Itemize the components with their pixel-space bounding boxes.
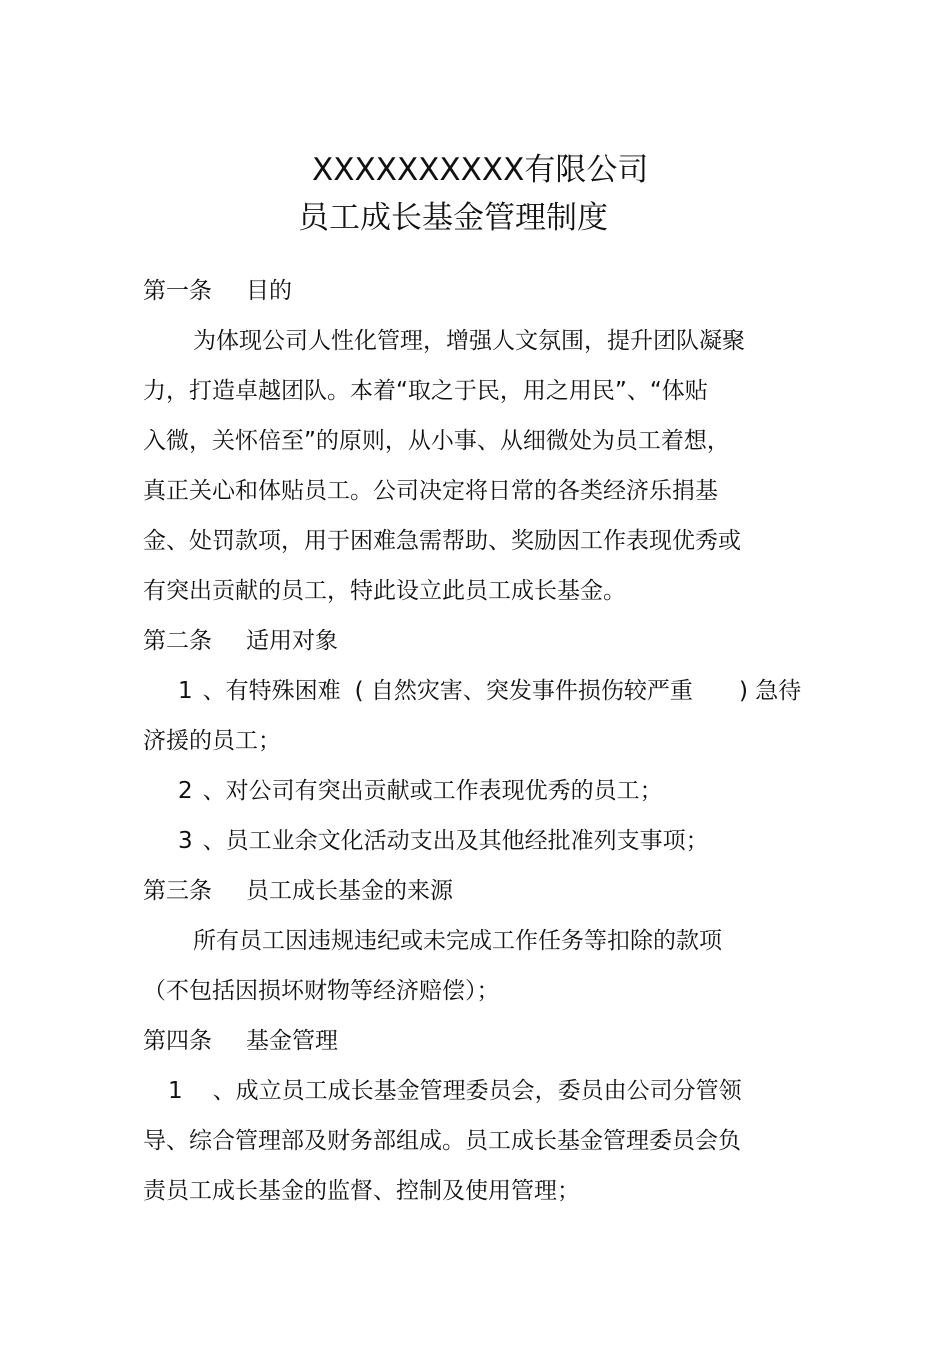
paragraph-line: 为体现公司人性化管理，增强人文氛围，提升团队凝聚 [193,328,745,354]
list-text: 、成立员工成长基金管理委员会，委员由公司分管领 [212,1078,742,1104]
paragraph-line: 入微，关怀倍至”的原则，从小事、从细微处为员工着想， [143,428,730,454]
article-heading-1 [143,276,292,306]
paragraph-line: 导、综合管理部及财务部组成。员工成长基金管理委员会负 [143,1128,741,1154]
list-item-2 [178,776,663,806]
article-heading-2 [143,626,338,656]
article-number: 第二条 [143,628,212,654]
article-number: 第四条 [143,1028,212,1054]
article-title: 目的 [246,278,292,304]
article-title: 员工成长基金的来源 [246,878,453,904]
article-title: 基金管理 [246,1028,338,1054]
paragraph-line: 真正关心和体贴员工。公司决定将日常的各类经济乐捐基 [143,478,718,504]
paragraph-line: 济援的员工； [143,728,281,754]
list-number: 1 [178,678,193,704]
list-item-1 [168,1076,742,1106]
list-number: 1 [168,1078,183,1104]
article-title: 适用对象 [246,628,338,654]
article-number: 第一条 [143,278,212,304]
list-item-1 [178,676,801,706]
article-number: 第三条 [143,878,212,904]
list-number: 2 [178,778,193,804]
paragraph-line: 有突出贡献的员工，特此设立此员工成长基金。 [143,578,626,604]
paragraph-line: 力，打造卓越团队。本着“取之于民，用之用民”、“体贴 [143,378,708,404]
paragraph-line: 所有员工因违规违纪或未完成工作任务等扣除的款项 [193,928,722,954]
paragraph-line: 金、处罚款项，用于困难急需帮助、奖励因工作表现优秀或 [143,528,741,554]
document-subtitle: 员工成长基金管理制度 [298,200,608,236]
paragraph-line: （不包括因损坏财物等经济赔偿）； [143,978,500,1004]
list-text-paren: ( 自然灾害、突发事件损伤较严重 [354,678,693,704]
article-heading-4 [143,1026,338,1056]
paragraph-line: 责员工成长基金的监督、控制及使用管理； [143,1178,580,1204]
list-number: 3 [178,828,193,854]
document-title: XXXXXXXXXX有限公司 [312,152,649,188]
list-text: 、员工业余文化活动支出及其他经批准列支事项； [202,828,709,854]
list-text: 、有特殊困难 [202,678,341,704]
list-text: 、对公司有突出贡献或工作表现优秀的员工； [202,778,663,804]
article-heading-3 [143,876,453,906]
list-text-end: ) 急待 [738,678,802,704]
list-item-3 [178,826,709,856]
